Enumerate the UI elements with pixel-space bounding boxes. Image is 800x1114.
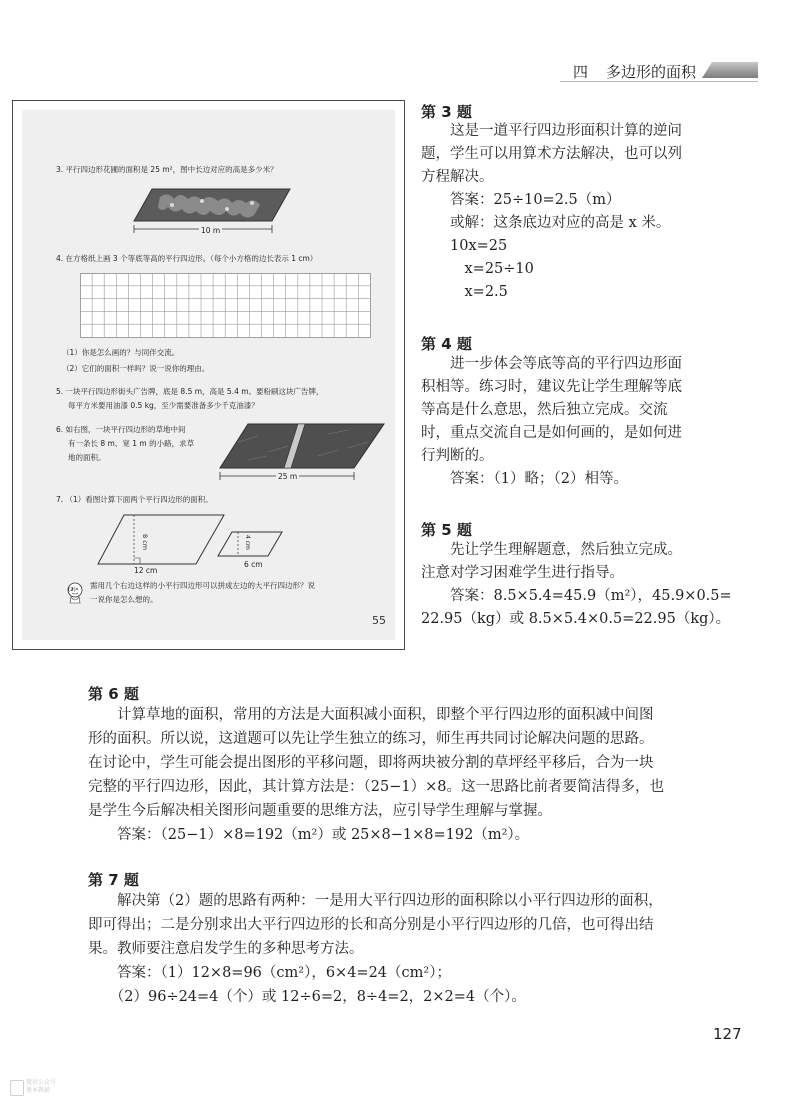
q3-base-label: 10 m (201, 226, 221, 235)
q7-line: 解决第（2）题的思路有两种：一是用大平行四边形的面积除以小平行四边形的面积， (88, 893, 663, 909)
q4-line: 行判断的。 (421, 448, 494, 464)
q3-explanation (421, 120, 781, 304)
q6-line: 是学生今后解决相关图形问题重要的思维方法，应引导学生理解与掌握。 (88, 803, 552, 819)
chapter-title: 多边形的面积 (606, 63, 697, 81)
thinking-cartoon-icon (66, 580, 88, 606)
inset-q4-text: 4. 在方格纸上画 3 个等底等高的平行四边形。（每个小方格的边长表示 1 cm） (56, 254, 318, 263)
q3-line: 答案：25÷10=2.5（m） (421, 192, 621, 208)
inset-q6-line2: 有一条长 8 m、宽 1 m 的小路，求草 (68, 439, 195, 448)
watermark (26, 1079, 56, 1095)
header-rule (560, 81, 758, 82)
q5-line: 注意对学习困难学生进行指导。 (421, 565, 624, 581)
q4-explanation (421, 353, 781, 491)
large-parallelogram-figure (96, 512, 226, 570)
q6-line: 计算草地的面积，常用的方法是大面积减小面积，即整个平行四边形的面积减中间图 (88, 707, 654, 723)
header-bar-decoration (700, 60, 760, 80)
small-parallelogram-base: 6 cm (244, 560, 263, 569)
q4-heading: 第 4 题 (421, 335, 472, 353)
q7-line: 答案：（1）12×8=96（cm²），6×4=24（cm²）； (88, 965, 451, 981)
q6-base-label: 25 m (278, 472, 298, 481)
q4-line: 答案：（1）略；（2）相等。 (421, 471, 628, 487)
q7-line: 即可得出；二是分别求出大平行四边形的长和高分别是小平行四边形的几倍，也可得出结 (88, 917, 654, 933)
watermark-line: 微信公众号 (26, 1079, 57, 1086)
q3-line: 10x=25 (421, 238, 508, 254)
q3-line: x=25÷10 (421, 261, 534, 277)
watermark-logo-icon (10, 1080, 24, 1096)
inset-q4-sub2: （2）它们的面积一样吗？说一说你的理由。 (62, 364, 210, 373)
inset-page-number: 55 (372, 614, 386, 627)
q6-line: 答案：（25−1）×8=192（m²）或 25×8−1×8=192（m²）。 (88, 827, 530, 843)
q7-sub2-number: (2) (68, 587, 76, 593)
inset-q5-line1: 5. 一块平行四边形街头广告牌，底是 8.5 m，高是 5.4 m。要粉刷这块广告牌， (56, 387, 324, 396)
watermark-line: 课本教辅 (26, 1087, 51, 1094)
q6-heading: 第 6 题 (88, 685, 139, 703)
inset-q7-sub2-line1: 需用几个右边这样的小平行四边形可以拼成左边的大平行四边形？说 (90, 581, 315, 590)
page-number: 127 (713, 1025, 742, 1043)
q6-line: 在讨论中，学生可能会提出图形的平移问题，即将两块被分割的草坪经平移后，合为一块 (88, 755, 654, 771)
inset-q7-sub2-line2: 一说你是怎么想的。 (90, 595, 158, 604)
inset-q5-line2: 每平方米要用油漆 0.5 kg，至少需要准备多少千克油漆？ (68, 401, 259, 410)
q5-explanation (421, 539, 781, 631)
small-parallelogram-height: 4 cm (244, 535, 251, 550)
large-parallelogram-height: 8 cm (141, 534, 149, 551)
inset-q6-line1: 6. 如右图，一块平行四边形的草地中间 (56, 425, 186, 434)
large-parallelogram-base: 12 cm (134, 566, 158, 575)
q4-line: 积相等。练习时，建议先让学生理解等底 (421, 379, 682, 395)
inset-q3-text: 3. 平行四边形花圃的面积是 25 m²，图中长边对应的高是多少米？ (56, 165, 278, 174)
q7-explanation (88, 889, 768, 1009)
q3-line: 或解：这条底边对应的高是 x 米。 (421, 215, 671, 231)
q3-heading: 第 3 题 (421, 103, 472, 121)
q6-line: 形的面积。所以说，这道题可以先让学生独立的练习，师生再共同讨论解决问题的思路。 (88, 731, 654, 747)
textbook-page-inset (12, 100, 405, 650)
q3-line: 方程解决。 (421, 169, 494, 185)
q3-line: 题，学生可以用算术方法解决，也可以列 (421, 146, 682, 162)
q4-line: 等高是什么意思，然后独立完成。交流 (421, 402, 668, 418)
grid-paper (80, 273, 372, 339)
q6-explanation (88, 703, 768, 847)
q7-line: 果。教师要注意启发学生的多种思考方法。 (88, 941, 364, 957)
q3-line: 这是一道平行四边形面积计算的逆问 (421, 123, 682, 139)
q5-line: 先让学生理解题意，然后独立完成。 (421, 542, 682, 558)
q4-line: 进一步体会等底等高的平行四边形面 (421, 356, 682, 372)
inset-q4-sub1: （1）你是怎么画的？与同伴交流。 (62, 348, 180, 357)
q5-line: 22.95（kg）或 8.5×5.4×0.5=22.95（kg）。 (421, 611, 731, 627)
textbook-page-background (22, 110, 395, 640)
chapter-number: 四 (573, 63, 589, 81)
q5-line: 答案：8.5×5.4=45.9（m²），45.9×0.5= (421, 588, 732, 604)
q6-line: 完整的平行四边形，因此，其计算方法是：（25−1）×8。这一思路比前者要简洁得多，也 (88, 779, 664, 795)
q4-line: 时，重点交流自己是如何画的，是如何进 (421, 425, 682, 441)
lawn-with-path-figure (218, 422, 388, 486)
q7-heading: 第 7 题 (88, 871, 139, 889)
q5-heading: 第 5 题 (421, 521, 472, 539)
inset-q6-line3: 地的面积。 (68, 453, 106, 462)
q3-line: x=2.5 (421, 284, 508, 300)
inset-q7-text: 7. （1）看图计算下面两个平行四边形的面积。 (56, 495, 213, 504)
q7-line: （2）96÷24=4（个）或 12÷6=2，8÷4=2，2×2=4（个）。 (88, 989, 526, 1005)
